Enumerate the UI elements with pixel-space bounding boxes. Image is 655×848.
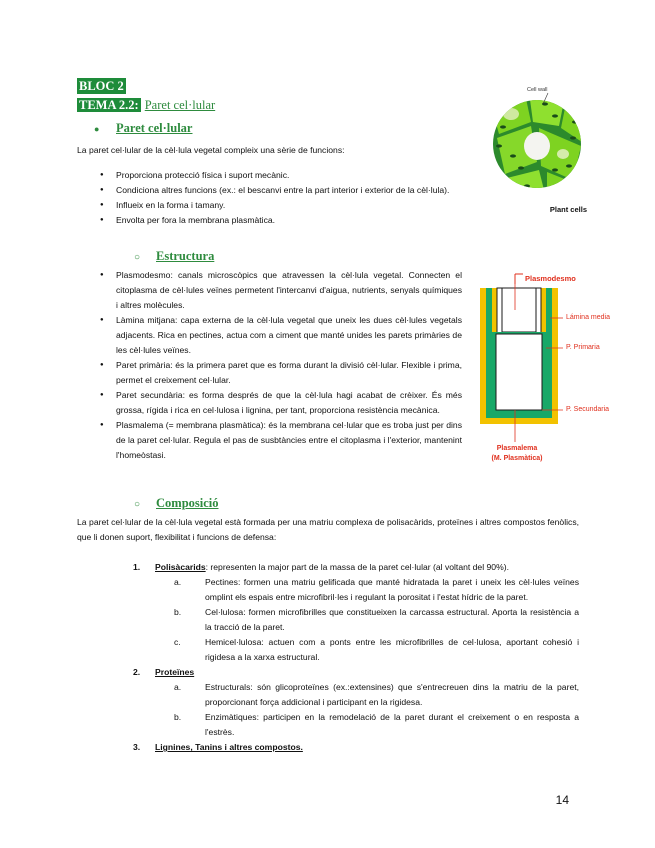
section1-intro: La paret cel·lular de la cèl·lula vegetal compleix una sèrie de funcions: [77,145,345,155]
list-item: ● Condiciona altres funcions (ex.: el bescanvi entre la part interior i exterior de la cèl·lula). [94,183,462,198]
cell-wall-label: Cell wall [527,87,548,93]
section3-intro: La paret cel·lular de la cèl·lula vegetal està formada per una matriu complexa de polisacàrids, proteïnes i altres compostos fenòlics, que li donen suport, flexibilitat i funcions de defensa: [77,517,579,542]
sub-list-item: b. Cel·lulosa: formen microfibrilles que constitueixen la carcassa estructural. Aporta la resistència a la tracció de la paret. [174,607,579,632]
bloc-label: BLOC 2 [79,79,124,93]
section-heading-estructura: ○ Estructura [134,249,215,263]
sub-list [155,680,579,740]
page-number: 14 [555,793,569,807]
plant-cells-figure [485,82,590,222]
bullet-icon: ● [94,124,100,134]
list-item: ● Proporciona protecció física i suport mecànic. [94,168,462,183]
sub-list-item: a. Estructurals: són glicoproteïnes (ex.:extensines) que s'entrecreuen dins la matriu de la paret, proporcionant força addicional i participant en la rigidesa. [174,682,579,707]
circle-bullet-icon: ○ [134,252,141,263]
list-item: 3. Lignines, Tanins i altres compostos. [133,742,303,752]
cell-wall-diagram [468,270,648,470]
list-item: 2. Proteïnes a. Estructurals: són glicoproteïnes (ex.:extensines) que s'entrecreuen dins la matriu de la paret, proporcionant força addicional i participant en la rigidesa. b. Enzimàtiques: participen en la remodelació de la paret durant el creixement o en resposta a l'estrès. [133,665,579,740]
tema-title: Paret cel·lular [144,98,216,112]
label-paret-secundaria: P. Secundaria [566,406,610,413]
list-item: ● Paret secundària: es forma després de que la cèl·lula hagi acabat de crèixer. És més grossa, rígida i rica en cel·lulosa i lignina, per tant, proporciona resistència mecànica. [94,388,462,418]
tema-label: TEMA 2.2: [79,98,139,112]
list-item: ● Plasmalema (= membrana plasmàtica): és la membrana cel·lular que es troba just per dins de la paret cel·lular. Regula el pas de susbtàncies entre el citoplasma i l'exterior, mantenint l'homeòstasi. [94,418,462,463]
label-plasmodesmo: Plasmodesmo [525,274,576,283]
section-heading-composicio: ○ Composició [134,496,219,510]
list-item: ● Làmina mitjana: capa externa de la cèl·lula vegetal que uneix les dues cèl·lules vegetals adjacents. Rica en pectines, actua com a ciment que manté unides les parets primàries de les cèl·lules veïnes. [94,313,462,358]
sub-list-item: b. Enzimàtiques: participen en la remodelació de la paret durant el creixement o en resposta a l'estrès. [174,712,579,737]
label-paret-primaria: P. Primaria [566,344,600,351]
composition-list [133,560,579,755]
label-lamina-media: Lámina media [566,314,610,321]
circle-bullet-icon: ○ [134,499,141,510]
label-plasmalema: Plasmalema (M. Plasmàtica) [491,445,543,462]
list-item: ● Paret primària: és la primera paret que es forma durant la divisió cèl·lular. Flexible i prima, permet el creixement cel·lular. [94,358,462,388]
functions-list [94,168,462,228]
sub-list-item: c. Hemicel·lulosa: actuen com a ponts entre les microfibrilles de cel·lulosa, aportant cohesió i rigidesa a la xarxa estructural. [174,637,579,662]
section-heading-paret: ● Paret cel·lular [94,121,193,135]
list-item: ● Plasmodesmo: canals microscòpics que atravessen la cèl·lula vegetal. Connecten el citoplasma de cèl·lules veïnes permetent l'intercanvi d'aigua, nutrients, senyals químiques i altres molècules. [94,268,462,313]
list-item: 1. Polisàcarids: representen la major part de la massa de la paret cel·lular (al voltant del 90%). a. Pectines: formen una matriu gelificada que manté hidratada la paret i uneix les cèl·lules veïnes omplint els espais entre microfibril·les i regulant la porositat i l'estat hídric de la paret. b. Cel·lulosa: formen microfibrilles que constitueixen la carcassa estructural. Aporta la resistència a la tracció de la paret. c. Hemicel·lulosa: actuen com a ponts entre les microfibrilles de cel·lulosa, aportant cohesió i rigidesa a la xarxa estructural. [133,560,579,665]
tema-heading [77,97,215,113]
structure-list [94,268,462,463]
list-item: ● Envolta per fora la membrana plasmàtica. [94,213,462,228]
sub-list [155,575,579,665]
figure-caption: Plant cells [549,205,587,214]
sub-list-item: a. Pectines: formen una matriu gelificada que manté hidratada la paret i uneix les cèl·lules veïnes omplint els espais entre microfibril·les i regulant la porositat i l'estat hídric de la paret. [174,577,579,602]
plant-cells-illustration [485,82,590,222]
cell-wall-structure-illustration [468,270,648,470]
list-item: ● Influeix en la forma i tamany. [94,198,462,213]
